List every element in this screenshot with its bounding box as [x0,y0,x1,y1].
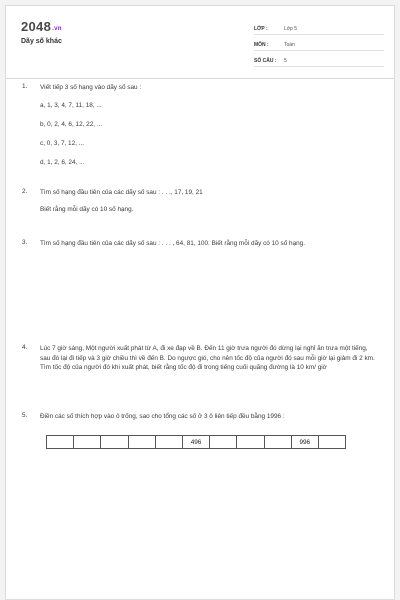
grid-cell[interactable] [156,436,183,448]
question-1-item-c: c, 0, 3, 7, 12, ... [40,140,85,147]
grid-cell[interactable] [265,436,292,448]
worksheet-header [6,6,394,78]
grid-cell[interactable] [129,436,156,448]
worksheet-meta [254,19,384,67]
grid-cell[interactable] [210,436,237,448]
worksheet-title: Dãy số khác [21,38,62,45]
grid-cell[interactable] [319,436,345,448]
grid-cell[interactable] [74,436,101,448]
meta-row-class: LỚP : Lớp 5 [254,19,384,35]
meta-row-question-count: SỐ CÂU : 5 [254,51,384,67]
grid-cell-given: 996 [292,436,319,448]
meta-row-subject: MÔN : Toán [254,35,384,51]
question-2-note: Biết rằng mỗi dãy có 10 số hạng. [40,206,134,213]
grid-cell-given: 496 [183,436,210,448]
grid-cell[interactable] [101,436,128,448]
question-1-item-a: a, 1, 3, 4, 7, 11, 18, ... [40,102,102,109]
worksheet-page: 2048.vn Dãy số khác LỚP : Lớp 5 MÔN : Toán SỐ CÂU : 5 1. Viết tiếp 3 số hạng vào dãy số sau : a, 1, 3, 4, 7, 11, 18, ... b, 0, 2, 4, 6, 12, 22, ... c, 0, 3, 7, 12, ... d, 1, 2, 6, 24, ... 2. Tìm số hạng đầu tiên của các dãy số sau : . . ., 17, 19, 21 Biết rằng mỗi dãy có 10 số hạng. 3. Tìm số hạng đầu tiên của các dãy số sau : . . . , 64, 81, 100. Biết rằng mỗi dãy có 10 số hạng. 4. Lúc 7 giờ sáng, Một người xuất phát từ A, đi xe đạp về B. Đến 11 giờ trưa người đó dừng lại nghỉ ăn trưa một tiếng, sau đó lại đi tiếp và 3 giờ chiều thì về đến B. Do ngược gió, cho nên tốc độ của người đó sau mỗi giờ lại giảm đi 2 km. Tìm tốc độ của người đó khi xuất phát, biết rằng tốc độ đi trong tiếng cuối quãng đường là 10 km/ giờ 5. Điền các số thích hợp vào ô trống, sao cho tổng các số ở 3 ô liên tiếp đều bằng 1996 : 496 996 [5,5,395,600]
question-1-item-b: b, 0, 2, 4, 6, 12, 22, ... [40,121,103,128]
header-divider [6,78,394,79]
question-1-item-d: d, 1, 2, 6, 24, ... [40,159,85,166]
grid-cell[interactable] [237,436,264,448]
site-logo[interactable]: 2048.vn [21,19,62,34]
answer-grid [46,435,346,449]
grid-cell[interactable] [47,436,74,448]
